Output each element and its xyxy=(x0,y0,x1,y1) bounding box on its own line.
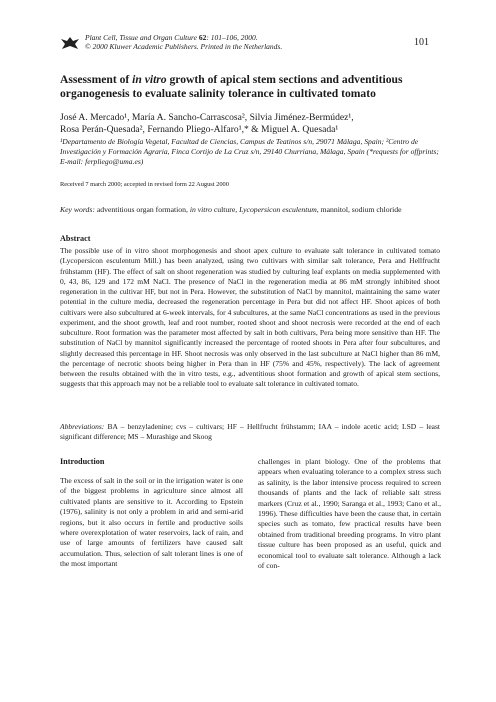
received-dates: Received 7 march 2000; accepted in revised form 22 August 2000 xyxy=(60,181,229,188)
abstract-heading: Abstract xyxy=(60,234,91,243)
author-list xyxy=(60,112,440,136)
affiliations: ¹Departamento de Biología Vegetal, Facultad de Ciencias, Campus de Teatinos s/n, 29071 Málaga, Spain; ²Centro de Investigación y Formación Agraria, Finca Cortijo de La Cruz s/n, 29140 Churriana, Málaga, Spain (*requests for offprints; E-mail: ferpliego@uma.es) xyxy=(60,137,439,166)
journal-name: Plant Cell, Tissue and Organ Culture xyxy=(85,33,197,42)
author-line-2: Rosa Perán-Quesada², Fernando Pliego-Alfaro¹,* & Miguel A. Quesada¹ xyxy=(60,124,339,135)
introduction-heading: Introduction xyxy=(60,457,105,466)
journal-header xyxy=(85,33,282,51)
introduction-left-column: The excess of salt in the soil or in the irrigation water is one of the biggest problems in agriculture since almost all cultivated plants are sensitive to it. According to Epstein (1976), salinity is not only a problem in arid and semi-arid regions, but it also occurs in fertile and productive soils where overexplotation of water reservoirs, lack of rain, and use of large amounts of fertilizers have caused salt accumulation. Thus, selection of salt tolerant lines is one of the most important xyxy=(60,476,243,569)
author-line-1: José A. Mercado¹, María A. Sancho-Carrascosa², Silvia Jiménez-Bermúdez¹, xyxy=(60,112,354,123)
copyright-line: © 2000 Kluwer Academic Publishers. Printed in the Netherlands. xyxy=(85,42,283,51)
page-number: 101 xyxy=(414,37,429,48)
introduction-right-column: challenges in plant biology. One of the problems that appears when evaluating tolerance to a complex stress such as salinity, is the labor intensive process required to screen thousands of plants and the lack of reliable salt stress markers (Cruz et al., 1990; Saranga et al., 1993; Cano et al., 1996). These difficulties have been the cause that, in certain species such as tomato, few practical results have been obtained from traditional breeding programs. In vitro plant tissue culture has been proposed as an useful, quick and economical tool to evaluate salt tolerance. Although a lack of con- xyxy=(258,457,441,571)
abbreviations-label: Abbreviations: xyxy=(60,422,105,431)
journal-volume: 62 xyxy=(198,33,207,42)
abstract-body: The possible use of in vitro shoot morphogenesis and shoot apex culture to evaluate salt tolerance in cultivated tomato (Lycopersicon esculentum Mill.) has been analyzed, using two cultivars with similar salt tolerance, Pera and Hellfrucht frühstamm (HF). The effect of salt on shoot regeneration was studied by culturing leaf explants on media supplemented with 0, 43, 86, 129 and 172 mM NaCl. The presence of NaCl in the regeneration media at 86 mM strongly inhibited shoot regeneration in the cultivar HF, but not in Pera. However, the substitution of NaCl by mannitol, maintaining the same water potential in the culture media, decreased the regeneration percentage in Pera but did not affect HF. Shoot apices of both cultivars were also subcultured at 6-week intervals, for 4 subcultures, at the same NaCl concentrations as used in the previous experiment, and the shoot growth, leaf and root number, rooted shoot and shoot necrosis were recorded at the end of each subculture. Root formation was the parameter most affected by salt in both cultivars, Pera being more sensitive than HF. The substitution of NaCl by mannitol significantly increased the percentage of rooted shoots in Pera after four subcultures, and slightly decreased this percentage in HF. Shoot necrosis was only observed in the last subculture at NaCl higher than 86 mM, the percentage of necrotic shoots being higher in Pera than in HF (75% and 45%, respectively). The lack of agreement between the results obtained with the in vitro tests, e.g., adventitious shoot formation and growth of apical stem sections, suggests that this approach may not be a reliable tool to evaluate salt tolerance in cultivated tomato. xyxy=(60,246,440,389)
abbreviations: Abbreviations: BA – benzyladenine; cvs – cultivars; HF – Hellfrucht frühstamm; IAA – indole acetic acid; LSD – least significant difference; MS – Murashige and Skoog xyxy=(60,422,440,442)
journal-citation xyxy=(85,33,282,42)
journal-pages: : 101–106, 2000. xyxy=(206,33,258,42)
keywords: Key words: adventitious organ formation, in vitro culture, Lycopersicon esculentum, mannitol, sodium chloride xyxy=(60,205,402,214)
article-title: Assessment of in vitro growth of apical stem sections and adventitious organogenesis to evaluate salinity tolerance in cultivated tomato xyxy=(60,73,403,100)
keywords-label: Key words: xyxy=(60,205,95,214)
publisher-logo-icon xyxy=(60,36,80,50)
